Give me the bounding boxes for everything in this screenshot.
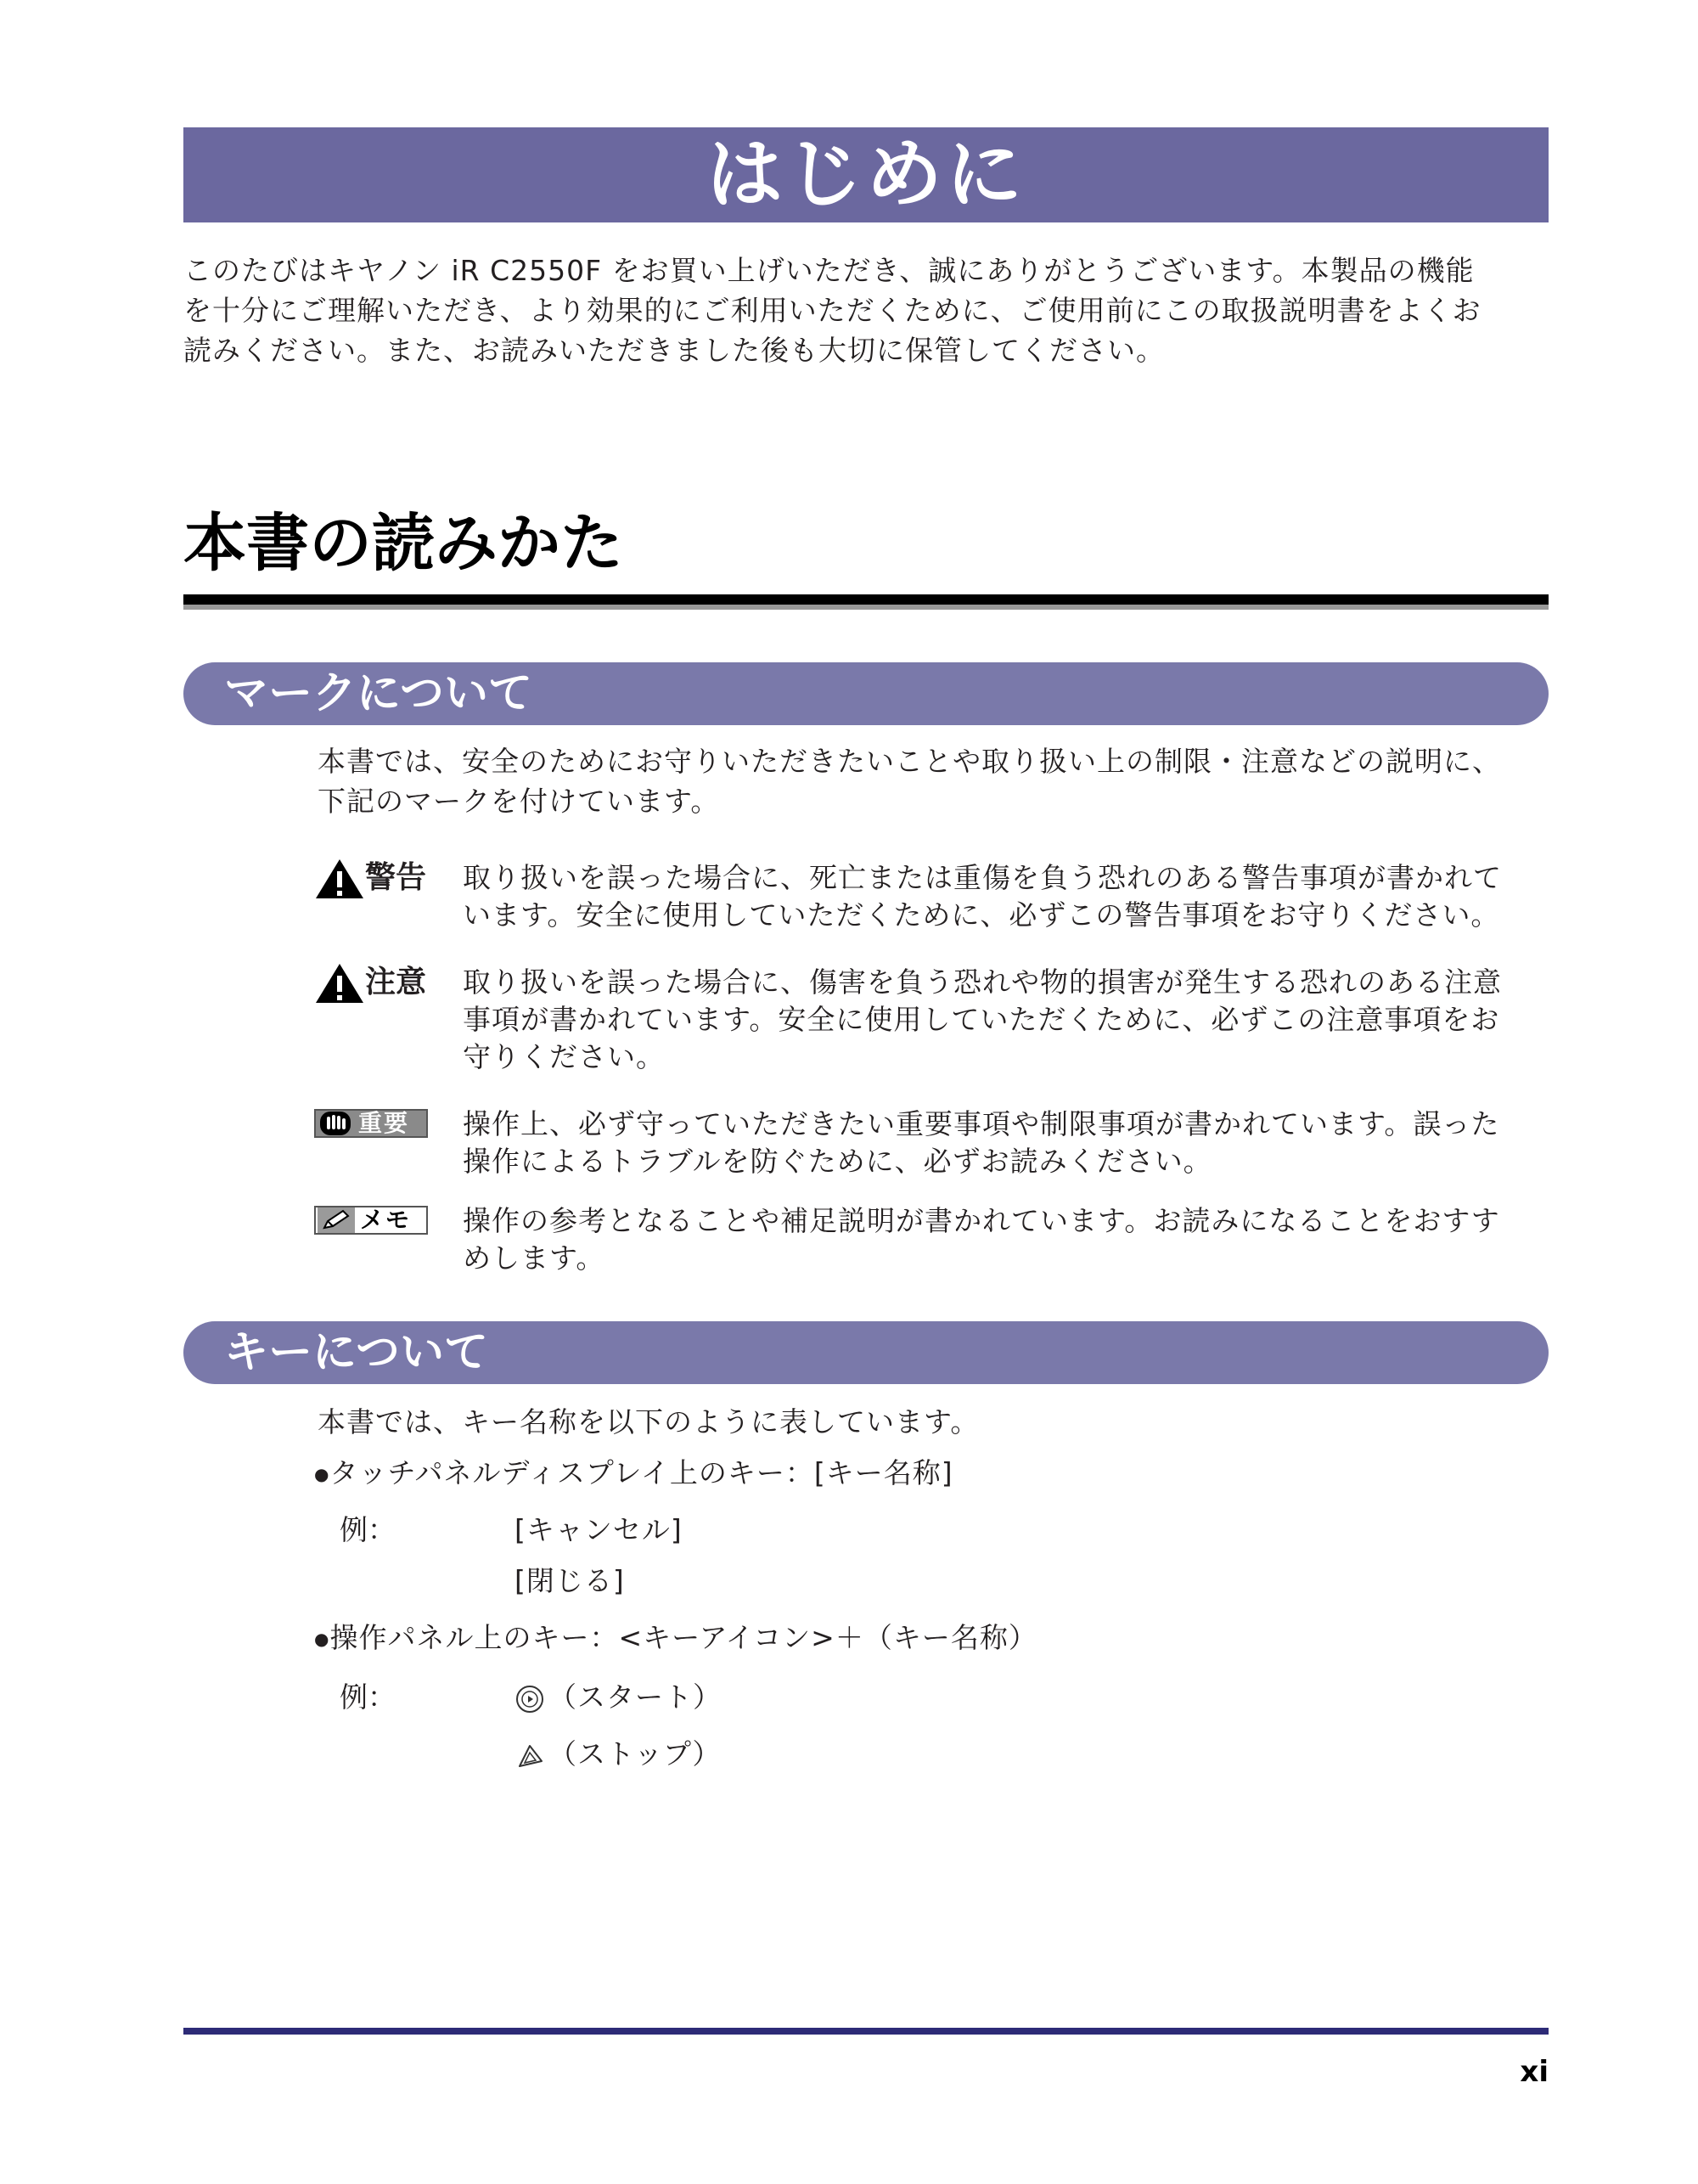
mark-memo-description xyxy=(463,1202,1549,1277)
mark-warning-row xyxy=(314,858,1550,943)
mark-warning-line: います。安全に使用していただくために、必ずこの警告事項をお守りください。 xyxy=(463,898,1500,932)
mark-caution-line: 事項が書かれています。安全に使用していただくために、必ずこの注意事項をお xyxy=(463,1003,1500,1036)
mark-important-description xyxy=(463,1106,1549,1180)
example-stop-key xyxy=(514,1734,721,1774)
intro-paragraph xyxy=(183,250,1549,370)
marks-intro-line: 本書では、安全のためにお守りいただきたいことや取り扱い上の制限・注意などの説明に、 xyxy=(318,745,1501,778)
example-start-key xyxy=(514,1677,722,1717)
mark-warning-line: 取り扱いを誤った場合に、死亡または重傷を負う恐れのある警告事項が書かれて xyxy=(463,861,1502,894)
mark-important-badge xyxy=(314,1109,428,1138)
marks-intro xyxy=(318,741,1549,821)
mark-caution-label xyxy=(314,962,450,1003)
keys-intro: 本書では、キー名称を以下のように表しています。 xyxy=(318,1405,980,1438)
start-key-icon xyxy=(514,1684,545,1714)
example-cancel-key: [キャンセル] xyxy=(514,1513,683,1546)
mark-important-line: 操作上、必ず守っていただきたい重要事項や制限事項が書かれています。誤った xyxy=(463,1107,1500,1140)
mark-caution-line: 取り扱いを誤った場合に、傷害を負う恐れや物的損害が発生する恐れのある注意 xyxy=(463,965,1502,999)
mark-memo-word: メモ xyxy=(360,1206,412,1234)
section-heading: 本書の読みかた xyxy=(183,507,623,580)
example-close-key: [閉じる] xyxy=(514,1564,625,1597)
keys-subheading: キーについて xyxy=(183,1321,1549,1384)
mark-warning-label xyxy=(314,858,450,898)
mark-warning-description xyxy=(463,859,1549,934)
footer-rule xyxy=(183,2028,1549,2035)
warning-triangle-icon xyxy=(314,858,365,900)
marks-subheading: マークについて xyxy=(183,662,1549,725)
control-panel-key-text: 操作パネル上のキー：<キーアイコン>＋（キー名称） xyxy=(329,1621,1037,1654)
control-panel-key-bullet xyxy=(314,1618,1037,1659)
bullet-dot: ● xyxy=(314,1629,330,1649)
mark-caution-description xyxy=(463,964,1549,1076)
start-key-text: （スタート） xyxy=(548,1680,722,1714)
mark-memo-line: めします。 xyxy=(463,1241,605,1275)
control-panel-example-label: 例： xyxy=(340,1680,396,1714)
mark-memo-row xyxy=(314,1201,1550,1286)
page-number: xi xyxy=(1520,2055,1549,2089)
intro-line: このたびはキヤノン iR C2550F をお買い上げいただき、誠にありがとうございます。本製品の機能 xyxy=(183,254,1475,287)
touch-panel-example-label: 例： xyxy=(340,1513,396,1546)
caution-triangle-icon xyxy=(314,962,365,1005)
heading-rule xyxy=(183,594,1549,605)
pencil-memo-icon xyxy=(318,1207,355,1233)
touch-panel-key-text: タッチパネルディスプレイ上のキー：[キー名称] xyxy=(329,1456,953,1489)
mark-important-row xyxy=(314,1104,1550,1189)
mark-warning-word: 警告 xyxy=(365,860,427,895)
touch-panel-key-bullet xyxy=(314,1453,953,1494)
mark-caution-word: 注意 xyxy=(365,965,427,999)
mark-memo-badge xyxy=(314,1206,428,1235)
hand-stop-icon xyxy=(319,1111,353,1136)
bullet-dot: ● xyxy=(314,1464,330,1484)
mark-caution-row xyxy=(314,962,1550,1073)
page-title: はじめに xyxy=(183,127,1549,222)
stop-key-text: （ストップ） xyxy=(548,1737,722,1770)
intro-line: 読みください。また、お読みいただきました後も大切に保管してください。 xyxy=(183,334,1165,367)
marks-intro-line: 下記のマークを付けています。 xyxy=(318,785,720,818)
mark-caution-line: 守りください。 xyxy=(463,1040,665,1073)
mark-important-line: 操作によるトラブルを防ぐために、必ずお読みください。 xyxy=(463,1145,1212,1178)
mark-memo-line: 操作の参考となることや補足説明が書かれています。お読みになることをおすす xyxy=(463,1204,1500,1237)
mark-important-word: 重要 xyxy=(358,1109,410,1137)
intro-line: を十分にご理解いただき、より効果的にご利用いただくために、ご使用前にこの取扱説明書をよくお xyxy=(183,294,1482,327)
heading-rule-shadow xyxy=(183,605,1549,610)
stop-key-icon xyxy=(514,1741,545,1771)
